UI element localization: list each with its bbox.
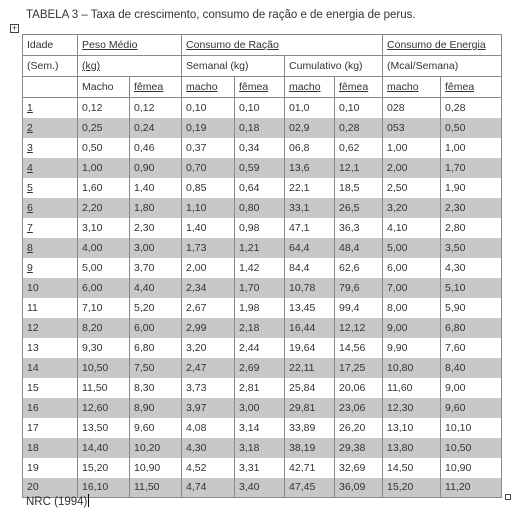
value-cell: 10,90	[130, 458, 182, 478]
value-cell: 3,00	[130, 238, 182, 258]
value-cell: 7,00	[383, 278, 441, 298]
value-cell: 02,9	[285, 118, 335, 138]
table-row	[23, 418, 502, 438]
value-cell: 10,80	[383, 358, 441, 378]
value-cell: 0,24	[130, 118, 182, 138]
value-cell: 2,80	[441, 218, 502, 238]
value-cell: 2,20	[78, 198, 130, 218]
value-cell: 6,80	[441, 318, 502, 338]
value-cell: 10,20	[130, 438, 182, 458]
table-row	[23, 98, 502, 118]
value-cell: 0,50	[441, 118, 502, 138]
value-cell: 3,10	[78, 218, 130, 238]
value-cell: 26,5	[335, 198, 383, 218]
value-cell: 0,98	[235, 218, 285, 238]
table-row	[23, 298, 502, 318]
value-cell: 01,0	[285, 98, 335, 118]
value-cell: 14,40	[78, 438, 130, 458]
value-cell: 33,89	[285, 418, 335, 438]
value-cell: 8,00	[383, 298, 441, 318]
week-cell: 6	[23, 198, 78, 218]
value-cell: 5,00	[383, 238, 441, 258]
value-cell: 0,25	[78, 118, 130, 138]
table-row	[23, 318, 502, 338]
table-row	[23, 158, 502, 178]
value-cell: 1,00	[383, 138, 441, 158]
value-cell: 0,10	[235, 98, 285, 118]
value-cell: 10,78	[285, 278, 335, 298]
value-cell: 0,28	[335, 118, 383, 138]
value-cell: 10,10	[441, 418, 502, 438]
value-cell: 4,00	[78, 238, 130, 258]
value-cell: 0,19	[182, 118, 235, 138]
value-cell: 36,09	[335, 478, 383, 498]
value-cell: 2,99	[182, 318, 235, 338]
value-cell: 0,37	[182, 138, 235, 158]
value-cell: 3,31	[235, 458, 285, 478]
value-cell: 1,00	[441, 138, 502, 158]
value-cell: 38,19	[285, 438, 335, 458]
table-row	[23, 278, 502, 298]
value-cell: 06,8	[285, 138, 335, 158]
value-cell: 48,4	[335, 238, 383, 258]
value-cell: 3,97	[182, 398, 235, 418]
value-cell: 11,60	[383, 378, 441, 398]
value-cell: 12,1	[335, 158, 383, 178]
value-cell: 0,10	[182, 98, 235, 118]
table-row	[23, 378, 502, 398]
value-cell: 8,90	[130, 398, 182, 418]
value-cell: 2,30	[130, 218, 182, 238]
value-cell: 3,73	[182, 378, 235, 398]
value-cell: 3,70	[130, 258, 182, 278]
week-cell: 19	[23, 458, 78, 478]
week-cell: 10	[23, 278, 78, 298]
week-cell: 9	[23, 258, 78, 278]
value-cell: 29,81	[285, 398, 335, 418]
value-cell: 99,4	[335, 298, 383, 318]
value-cell: 0,50	[78, 138, 130, 158]
value-cell: 1,21	[235, 238, 285, 258]
col-header-macho: Macho	[78, 77, 130, 98]
value-cell: 8,20	[78, 318, 130, 338]
week-cell: 4	[23, 158, 78, 178]
value-cell: 10,50	[78, 358, 130, 378]
table-row	[23, 358, 502, 378]
move-handle-icon[interactable]: +	[11, 23, 18, 33]
value-cell: 5,20	[130, 298, 182, 318]
value-cell: 0,34	[235, 138, 285, 158]
week-cell: 15	[23, 378, 78, 398]
value-cell: 9,00	[383, 318, 441, 338]
value-cell: 10,50	[441, 438, 502, 458]
table-row	[23, 238, 502, 258]
value-cell: 5,00	[78, 258, 130, 278]
value-cell: 4,74	[182, 478, 235, 498]
value-cell: 1,80	[130, 198, 182, 218]
week-cell: 11	[23, 298, 78, 318]
value-cell: 1,60	[78, 178, 130, 198]
value-cell: 9,60	[441, 398, 502, 418]
value-cell: 22,1	[285, 178, 335, 198]
value-cell: 13,10	[383, 418, 441, 438]
col-header-sem: (Sem.)	[23, 56, 78, 77]
value-cell: 1,42	[235, 258, 285, 278]
value-cell: 9,90	[383, 338, 441, 358]
value-cell: 1,98	[235, 298, 285, 318]
value-cell: 9,60	[130, 418, 182, 438]
col-header-femea: fêmea	[441, 77, 502, 98]
col-header-mcal: (Mcal/Semana)	[383, 56, 502, 77]
value-cell: 1,40	[182, 218, 235, 238]
value-cell: 3,20	[182, 338, 235, 358]
value-cell: 028	[383, 98, 441, 118]
value-cell: 4,40	[130, 278, 182, 298]
header-row-1	[23, 35, 502, 56]
value-cell: 2,00	[383, 158, 441, 178]
value-cell: 7,60	[441, 338, 502, 358]
value-cell: 2,69	[235, 358, 285, 378]
data-table	[22, 34, 502, 498]
value-cell: 0,59	[235, 158, 285, 178]
week-cell: 8	[23, 238, 78, 258]
value-cell: 2,00	[182, 258, 235, 278]
table-row	[23, 218, 502, 238]
value-cell: 4,52	[182, 458, 235, 478]
value-cell: 15,20	[383, 478, 441, 498]
value-cell: 1,73	[182, 238, 235, 258]
value-cell: 64,4	[285, 238, 335, 258]
col-header-macho: macho	[383, 77, 441, 98]
week-cell: 13	[23, 338, 78, 358]
value-cell: 6,00	[383, 258, 441, 278]
value-cell: 2,30	[441, 198, 502, 218]
value-cell: 4,30	[441, 258, 502, 278]
value-cell: 0,28	[441, 98, 502, 118]
value-cell: 13,6	[285, 158, 335, 178]
value-cell: 6,80	[130, 338, 182, 358]
value-cell: 0,90	[130, 158, 182, 178]
value-cell: 47,45	[285, 478, 335, 498]
week-cell: 1	[23, 98, 78, 118]
col-header-femea: fêmea	[235, 77, 285, 98]
week-cell: 2	[23, 118, 78, 138]
value-cell: 19,64	[285, 338, 335, 358]
value-cell: 13,50	[78, 418, 130, 438]
value-cell: 5,10	[441, 278, 502, 298]
value-cell: 0,80	[235, 198, 285, 218]
value-cell: 1,10	[182, 198, 235, 218]
value-cell: 2,50	[383, 178, 441, 198]
week-cell: 20	[23, 478, 78, 498]
value-cell: 12,30	[383, 398, 441, 418]
value-cell: 3,40	[235, 478, 285, 498]
table-row	[23, 398, 502, 418]
col-header-blank	[23, 77, 78, 98]
table-row	[23, 178, 502, 198]
value-cell: 33,1	[285, 198, 335, 218]
value-cell: 053	[383, 118, 441, 138]
week-cell: 3	[23, 138, 78, 158]
col-header-semanal: Semanal (kg)	[182, 56, 285, 77]
value-cell: 3,50	[441, 238, 502, 258]
header-row-2	[23, 56, 502, 77]
value-cell: 42,71	[285, 458, 335, 478]
value-cell: 13,45	[285, 298, 335, 318]
source-note[interactable]	[26, 494, 89, 508]
source-note-text: NRC (1994)	[26, 496, 88, 508]
value-cell: 3,20	[383, 198, 441, 218]
week-cell: 7	[23, 218, 78, 238]
value-cell: 1,90	[441, 178, 502, 198]
table-row	[23, 118, 502, 138]
table-caption: TABELA 3 – Taxa de crescimento, consumo de ração e de energia de perus.	[26, 9, 416, 21]
col-header-idade: Idade	[23, 35, 78, 56]
value-cell: 25,84	[285, 378, 335, 398]
text-cursor	[88, 494, 89, 507]
table-row	[23, 258, 502, 278]
table-row	[23, 138, 502, 158]
value-cell: 12,60	[78, 398, 130, 418]
table-row	[23, 198, 502, 218]
value-cell: 0,46	[130, 138, 182, 158]
value-cell: 79,6	[335, 278, 383, 298]
value-cell: 0,12	[130, 98, 182, 118]
value-cell: 26,20	[335, 418, 383, 438]
week-cell: 16	[23, 398, 78, 418]
value-cell: 0,18	[235, 118, 285, 138]
value-cell: 13,80	[383, 438, 441, 458]
value-cell: 3,14	[235, 418, 285, 438]
value-cell: 3,18	[235, 438, 285, 458]
resize-handle-icon[interactable]	[505, 494, 511, 500]
value-cell: 2,44	[235, 338, 285, 358]
value-cell: 7,10	[78, 298, 130, 318]
value-cell: 47,1	[285, 218, 335, 238]
value-cell: 9,00	[441, 378, 502, 398]
col-header-kg: (kg)	[78, 56, 182, 77]
value-cell: 11,50	[78, 378, 130, 398]
value-cell: 2,18	[235, 318, 285, 338]
value-cell: 3,00	[235, 398, 285, 418]
value-cell: 1,70	[441, 158, 502, 178]
table-row	[23, 478, 502, 498]
week-cell: 18	[23, 438, 78, 458]
value-cell: 1,00	[78, 158, 130, 178]
value-cell: 16,44	[285, 318, 335, 338]
value-cell: 11,50	[130, 478, 182, 498]
value-cell: 0,12	[78, 98, 130, 118]
value-cell: 22,11	[285, 358, 335, 378]
col-header-macho: macho	[285, 77, 335, 98]
value-cell: 14,50	[383, 458, 441, 478]
value-cell: 32,69	[335, 458, 383, 478]
col-header-consumo-racao: Consumo de Ração	[182, 35, 383, 56]
col-header-peso-medio: Peso Médio	[78, 35, 182, 56]
col-header-macho: macho	[182, 77, 235, 98]
value-cell: 4,08	[182, 418, 235, 438]
week-cell: 17	[23, 418, 78, 438]
value-cell: 14,56	[335, 338, 383, 358]
value-cell: 10,90	[441, 458, 502, 478]
value-cell: 0,62	[335, 138, 383, 158]
value-cell: 2,34	[182, 278, 235, 298]
header-row-3	[23, 77, 502, 98]
value-cell: 0,10	[335, 98, 383, 118]
value-cell: 29,38	[335, 438, 383, 458]
value-cell: 84,4	[285, 258, 335, 278]
value-cell: 2,81	[235, 378, 285, 398]
value-cell: 4,30	[182, 438, 235, 458]
week-cell: 14	[23, 358, 78, 378]
value-cell: 62,6	[335, 258, 383, 278]
value-cell: 2,47	[182, 358, 235, 378]
table-row	[23, 458, 502, 478]
value-cell: 23,06	[335, 398, 383, 418]
value-cell: 0,85	[182, 178, 235, 198]
week-cell: 12	[23, 318, 78, 338]
value-cell: 8,30	[130, 378, 182, 398]
value-cell: 4,10	[383, 218, 441, 238]
value-cell: 18,5	[335, 178, 383, 198]
value-cell: 8,40	[441, 358, 502, 378]
value-cell: 1,40	[130, 178, 182, 198]
value-cell: 0,64	[235, 178, 285, 198]
value-cell: 36,3	[335, 218, 383, 238]
table-row	[23, 338, 502, 358]
table-row	[23, 438, 502, 458]
col-header-consumo-energia: Consumo de Energia	[383, 35, 502, 56]
value-cell: 7,50	[130, 358, 182, 378]
col-header-femea: fêmea	[130, 77, 182, 98]
value-cell: 6,00	[130, 318, 182, 338]
col-header-femea: fêmea	[335, 77, 383, 98]
value-cell: 1,70	[235, 278, 285, 298]
value-cell: 9,30	[78, 338, 130, 358]
col-header-cumulativo: Cumulativo (kg)	[285, 56, 383, 77]
week-cell: 5	[23, 178, 78, 198]
value-cell: 16,10	[78, 478, 130, 498]
value-cell: 5,90	[441, 298, 502, 318]
value-cell: 17,25	[335, 358, 383, 378]
value-cell: 2,67	[182, 298, 235, 318]
value-cell: 0,70	[182, 158, 235, 178]
value-cell: 6,00	[78, 278, 130, 298]
value-cell: 12,12	[335, 318, 383, 338]
value-cell: 15,20	[78, 458, 130, 478]
value-cell: 20,06	[335, 378, 383, 398]
value-cell: 11,20	[441, 478, 502, 498]
